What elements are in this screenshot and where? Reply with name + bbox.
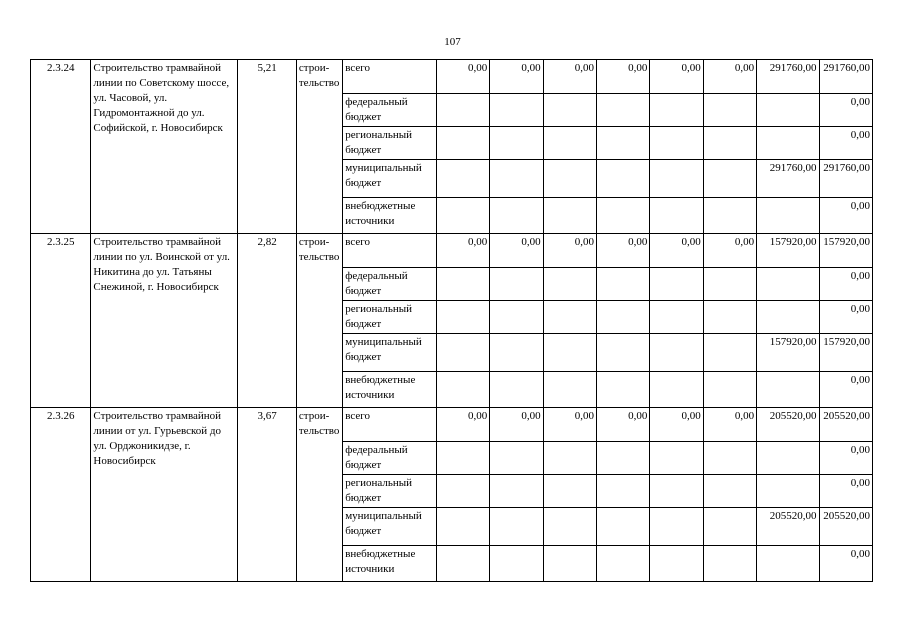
item-type: строи-тельство: [296, 234, 342, 408]
total-cell: 205520,00: [819, 408, 872, 442]
value-cell: 0,00: [543, 234, 596, 268]
total-cell: 0,00: [819, 268, 872, 301]
value-cell: [757, 94, 819, 127]
value-cell: 0,00: [543, 60, 596, 94]
value-cell: 291760,00: [757, 60, 819, 94]
value-cell: 0,00: [490, 60, 543, 94]
value-cell: [596, 94, 649, 127]
value-cell: [757, 372, 819, 408]
total-cell: 291760,00: [819, 60, 872, 94]
source-label: региональный бюджет: [343, 475, 437, 508]
value-cell: [596, 127, 649, 160]
value-cell: [436, 546, 489, 582]
value-cell: 0,00: [543, 408, 596, 442]
source-label: муниципальный бюджет: [343, 508, 437, 546]
value-cell: [543, 301, 596, 334]
item-number: 2.3.25: [31, 234, 91, 408]
value-cell: [543, 508, 596, 546]
value-cell: [757, 268, 819, 301]
value-cell: [650, 334, 703, 372]
value-cell: [543, 127, 596, 160]
value-cell: [650, 546, 703, 582]
value-cell: [596, 475, 649, 508]
value-cell: [490, 442, 543, 475]
item-length: 5,21: [238, 60, 296, 234]
value-cell: [436, 94, 489, 127]
value-cell: [703, 268, 756, 301]
value-cell: [703, 127, 756, 160]
item-type: строи-тельство: [296, 408, 342, 582]
source-label: региональный бюджет: [343, 301, 437, 334]
value-cell: [490, 372, 543, 408]
total-cell: 157920,00: [819, 234, 872, 268]
value-cell: [596, 508, 649, 546]
value-cell: 0,00: [436, 60, 489, 94]
value-cell: [436, 127, 489, 160]
total-cell: 205520,00: [819, 508, 872, 546]
value-cell: [703, 508, 756, 546]
value-cell: [436, 372, 489, 408]
value-cell: [436, 508, 489, 546]
value-cell: [703, 94, 756, 127]
page-number: 107: [444, 36, 461, 48]
value-cell: [757, 546, 819, 582]
value-cell: 0,00: [436, 408, 489, 442]
item-number: 2.3.26: [31, 408, 91, 582]
source-label: федеральный бюджет: [343, 442, 437, 475]
value-cell: [596, 442, 649, 475]
value-cell: [703, 546, 756, 582]
value-cell: [543, 334, 596, 372]
value-cell: [703, 372, 756, 408]
value-cell: [490, 301, 543, 334]
value-cell: 205520,00: [757, 508, 819, 546]
source-label: региональный бюджет: [343, 127, 437, 160]
budget-table: [30, 59, 873, 582]
value-cell: 0,00: [596, 408, 649, 442]
total-cell: 0,00: [819, 94, 872, 127]
value-cell: [757, 442, 819, 475]
total-cell: 0,00: [819, 475, 872, 508]
value-cell: [436, 160, 489, 198]
total-cell: 0,00: [819, 198, 872, 234]
table-row: [31, 60, 873, 94]
source-label: всего: [343, 408, 437, 442]
table-row: [31, 408, 873, 442]
value-cell: [757, 127, 819, 160]
value-cell: [543, 442, 596, 475]
value-cell: 0,00: [703, 234, 756, 268]
value-cell: [490, 546, 543, 582]
source-label: муниципальный бюджет: [343, 334, 437, 372]
table-row: [31, 234, 873, 268]
value-cell: [436, 198, 489, 234]
value-cell: 0,00: [703, 408, 756, 442]
value-cell: [757, 198, 819, 234]
value-cell: [650, 198, 703, 234]
value-cell: 0,00: [596, 60, 649, 94]
value-cell: [703, 442, 756, 475]
total-cell: 0,00: [819, 301, 872, 334]
item-name: Строительство трамвайной линии от ул. Гурьевской до ул. Орджоникидзе, г. Новосибирск: [91, 408, 238, 582]
total-cell: 157920,00: [819, 334, 872, 372]
value-cell: [650, 442, 703, 475]
value-cell: [596, 301, 649, 334]
source-label: всего: [343, 60, 437, 94]
source-label: внебюджетные источники: [343, 546, 437, 582]
value-cell: [543, 475, 596, 508]
value-cell: 0,00: [490, 408, 543, 442]
item-type: строи-тельство: [296, 60, 342, 234]
value-cell: 0,00: [650, 234, 703, 268]
source-label: внебюджетные источники: [343, 372, 437, 408]
value-cell: [596, 372, 649, 408]
value-cell: [543, 372, 596, 408]
value-cell: [490, 508, 543, 546]
value-cell: [596, 268, 649, 301]
value-cell: [596, 160, 649, 198]
value-cell: 157920,00: [757, 234, 819, 268]
value-cell: [543, 94, 596, 127]
value-cell: [650, 268, 703, 301]
value-cell: 0,00: [490, 234, 543, 268]
value-cell: [703, 198, 756, 234]
source-label: федеральный бюджет: [343, 94, 437, 127]
value-cell: [650, 160, 703, 198]
value-cell: [650, 94, 703, 127]
value-cell: 0,00: [596, 234, 649, 268]
total-cell: 0,00: [819, 546, 872, 582]
total-cell: 0,00: [819, 442, 872, 475]
value-cell: [703, 475, 756, 508]
value-cell: [490, 160, 543, 198]
value-cell: [596, 546, 649, 582]
value-cell: 0,00: [650, 408, 703, 442]
value-cell: [436, 334, 489, 372]
value-cell: [490, 268, 543, 301]
source-label: всего: [343, 234, 437, 268]
source-label: муниципальный бюджет: [343, 160, 437, 198]
item-name: Строительство трамвайной линии по ул. Воинской от ул. Никитина до ул. Татьяны Снежиной, г. Новосибирск: [91, 234, 238, 408]
value-cell: [490, 94, 543, 127]
total-cell: 0,00: [819, 127, 872, 160]
source-label: федеральный бюджет: [343, 268, 437, 301]
total-cell: 0,00: [819, 372, 872, 408]
item-number: 2.3.24: [31, 60, 91, 234]
value-cell: [490, 198, 543, 234]
value-cell: 0,00: [703, 60, 756, 94]
item-length: 3,67: [238, 408, 296, 582]
item-length: 2,82: [238, 234, 296, 408]
source-label: внебюджетные источники: [343, 198, 437, 234]
value-cell: [703, 160, 756, 198]
value-cell: [490, 334, 543, 372]
value-cell: 0,00: [650, 60, 703, 94]
item-name: Строительство трамвайной линии по Советскому шоссе, ул. Часовой, ул. Гидромонтажной до ул. Софийской, г. Новосибирск: [91, 60, 238, 234]
value-cell: [543, 546, 596, 582]
total-cell: 291760,00: [819, 160, 872, 198]
value-cell: [436, 475, 489, 508]
value-cell: [757, 475, 819, 508]
value-cell: 0,00: [436, 234, 489, 268]
value-cell: [543, 160, 596, 198]
value-cell: [650, 127, 703, 160]
value-cell: [543, 268, 596, 301]
value-cell: [543, 198, 596, 234]
value-cell: 205520,00: [757, 408, 819, 442]
value-cell: 157920,00: [757, 334, 819, 372]
value-cell: [596, 334, 649, 372]
value-cell: [490, 127, 543, 160]
value-cell: [490, 475, 543, 508]
value-cell: [650, 301, 703, 334]
value-cell: [436, 442, 489, 475]
value-cell: [650, 372, 703, 408]
value-cell: [650, 508, 703, 546]
value-cell: [703, 334, 756, 372]
value-cell: [436, 301, 489, 334]
value-cell: [650, 475, 703, 508]
value-cell: [703, 301, 756, 334]
value-cell: 291760,00: [757, 160, 819, 198]
value-cell: [757, 301, 819, 334]
value-cell: [436, 268, 489, 301]
value-cell: [596, 198, 649, 234]
